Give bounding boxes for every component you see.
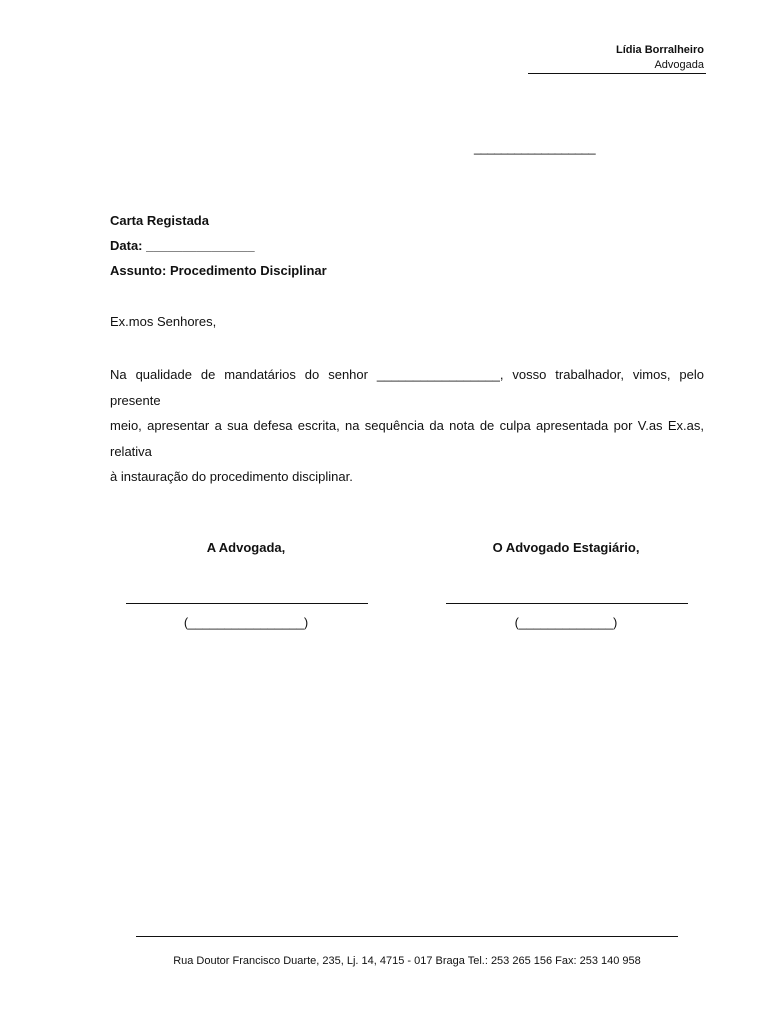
subject-line: Assunto: Procedimento Disciplinar xyxy=(110,263,327,278)
registered-mail-label: Carta Registada xyxy=(110,213,209,228)
lawyer-signature-title: A Advogada, xyxy=(206,540,286,555)
letter-body xyxy=(110,362,704,490)
body-line-2: meio, apresentar a sua defesa escrita, na sequência da nota de culpa apresentada por V.as Ex.as, relativa xyxy=(110,418,704,459)
lawyer-signature-line xyxy=(126,603,368,604)
trainee-signature-line xyxy=(446,603,688,604)
letterhead-role: Advogada xyxy=(654,59,704,71)
place-date-blank: __________________ xyxy=(474,140,596,155)
body-line-1: Na qualidade de mandatários do senhor _________________, vosso trabalhador, vimos, pelo presente xyxy=(110,367,704,408)
trainee-signature-title: O Advogado Estagiário, xyxy=(492,540,640,555)
letterhead-name: Lídia Borralheiro xyxy=(615,44,704,56)
letterhead-divider xyxy=(528,73,706,74)
body-line-3: à instauração do procedimento disciplinar. xyxy=(110,469,353,484)
trainee-name-blank: (_____________) xyxy=(514,615,618,630)
footer-address: Rua Doutor Francisco Duarte, 235, Lj. 14, 4715 - 017 Braga Tel.: 253 265 156 Fax: 253 140 958 xyxy=(173,955,641,967)
salutation: Ex.mos Senhores, xyxy=(110,314,217,329)
footer-divider xyxy=(136,936,678,937)
lawyer-name-blank: (________________) xyxy=(183,615,309,630)
date-line: Data: _______________ xyxy=(110,238,255,253)
